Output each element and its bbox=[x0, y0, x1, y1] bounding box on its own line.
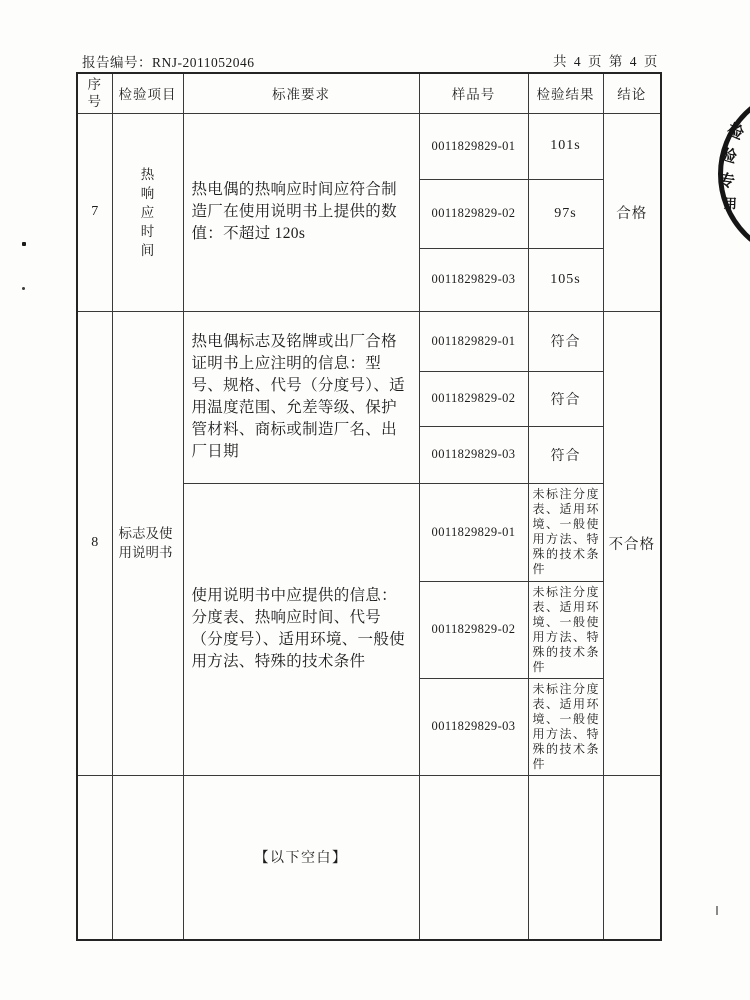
table-row bbox=[77, 311, 661, 371]
row7-result-3: 105s bbox=[528, 248, 603, 311]
row8a-sample-2: 0011829829-02 bbox=[419, 371, 528, 426]
empty-cell bbox=[603, 775, 661, 940]
blank-below-note: 【以下空白】 bbox=[183, 775, 419, 940]
table-header-row bbox=[77, 73, 661, 113]
row8-item-label: 标志及使用说明书 bbox=[118, 526, 173, 560]
inspection-table bbox=[76, 72, 662, 941]
seal-glyph: 用 bbox=[723, 195, 738, 212]
header-requirement: 标准要求 bbox=[183, 73, 419, 113]
scan-speck bbox=[716, 906, 718, 915]
scan-speck bbox=[22, 287, 25, 290]
header-item: 检验项目 bbox=[112, 73, 183, 113]
seal-glyph: 验 bbox=[718, 146, 739, 167]
row8b-sample-2: 0011829829-02 bbox=[419, 581, 528, 678]
scan-speck bbox=[22, 242, 26, 246]
header-sample: 样品号 bbox=[419, 73, 528, 113]
header-result: 检验结果 bbox=[528, 73, 603, 113]
row7-conclusion: 合格 bbox=[603, 113, 661, 311]
row7-sample-2: 0011829829-02 bbox=[419, 179, 528, 248]
table-row bbox=[77, 113, 661, 179]
row7-requirement: 热电偶的热响应时间应符合制造厂在使用说明书上提供的数值：不超过 120s bbox=[183, 113, 419, 311]
row7-item bbox=[112, 113, 183, 311]
header-conclusion: 结论 bbox=[603, 73, 661, 113]
row8a-sample-3: 0011829829-03 bbox=[419, 426, 528, 483]
row7-seq: 7 bbox=[77, 113, 112, 311]
row7-item-label: 热响应时间 bbox=[140, 166, 155, 258]
header-seq bbox=[77, 73, 112, 113]
row7-result-1: 101s bbox=[528, 113, 603, 179]
row8b-result-2: 未标注分度表、适用环境、一般使用方法、特殊的技术条件 bbox=[528, 581, 603, 678]
row8b-sample-3: 0011829829-03 bbox=[419, 678, 528, 775]
row8-requirement-b: 使用说明书中应提供的信息：分度表、热响应时间、代号（分度号）、适用环境、一般使用方法、特殊的技术条件 bbox=[183, 483, 419, 775]
row8b-result-1: 未标注分度表、适用环境、一般使用方法、特殊的技术条件 bbox=[528, 483, 603, 581]
empty-cell bbox=[112, 775, 183, 940]
report-number: 报告编号：RNJ-2011052046 bbox=[82, 55, 255, 70]
row8-item bbox=[112, 311, 183, 775]
seal-glyph: 检 bbox=[724, 121, 746, 144]
row7-result-2: 97s bbox=[528, 179, 603, 248]
row8a-result-1: 符合 bbox=[528, 311, 603, 371]
row8a-result-3: 符合 bbox=[528, 426, 603, 483]
row8a-sample-1: 0011829829-01 bbox=[419, 311, 528, 371]
empty-cell bbox=[77, 775, 112, 940]
row7-sample-3: 0011829829-03 bbox=[419, 248, 528, 311]
seal-glyph: 专 bbox=[717, 171, 736, 192]
empty-cell bbox=[419, 775, 528, 940]
header-seq-label: 序号 bbox=[87, 77, 102, 110]
row8-conclusion: 不合格 bbox=[603, 311, 661, 775]
page-count: 共 4 页 第 4 页 bbox=[553, 54, 660, 69]
empty-cell bbox=[528, 775, 603, 940]
blank-row bbox=[77, 775, 661, 940]
row7-sample-1: 0011829829-01 bbox=[419, 113, 528, 179]
row8b-result-3: 未标注分度表、适用环境、一般使用方法、特殊的技术条件 bbox=[528, 678, 603, 775]
row8a-result-2: 符合 bbox=[528, 371, 603, 426]
row8b-sample-1: 0011829829-01 bbox=[419, 483, 528, 581]
row8-requirement-a: 热电偶标志及铭牌或出厂合格证明书上应注明的信息：型号、规格、代号（分度号）、适用温度范围、允差等级、保护管材料、商标或制造厂名、出厂日期 bbox=[183, 311, 419, 483]
row8-seq: 8 bbox=[77, 311, 112, 775]
